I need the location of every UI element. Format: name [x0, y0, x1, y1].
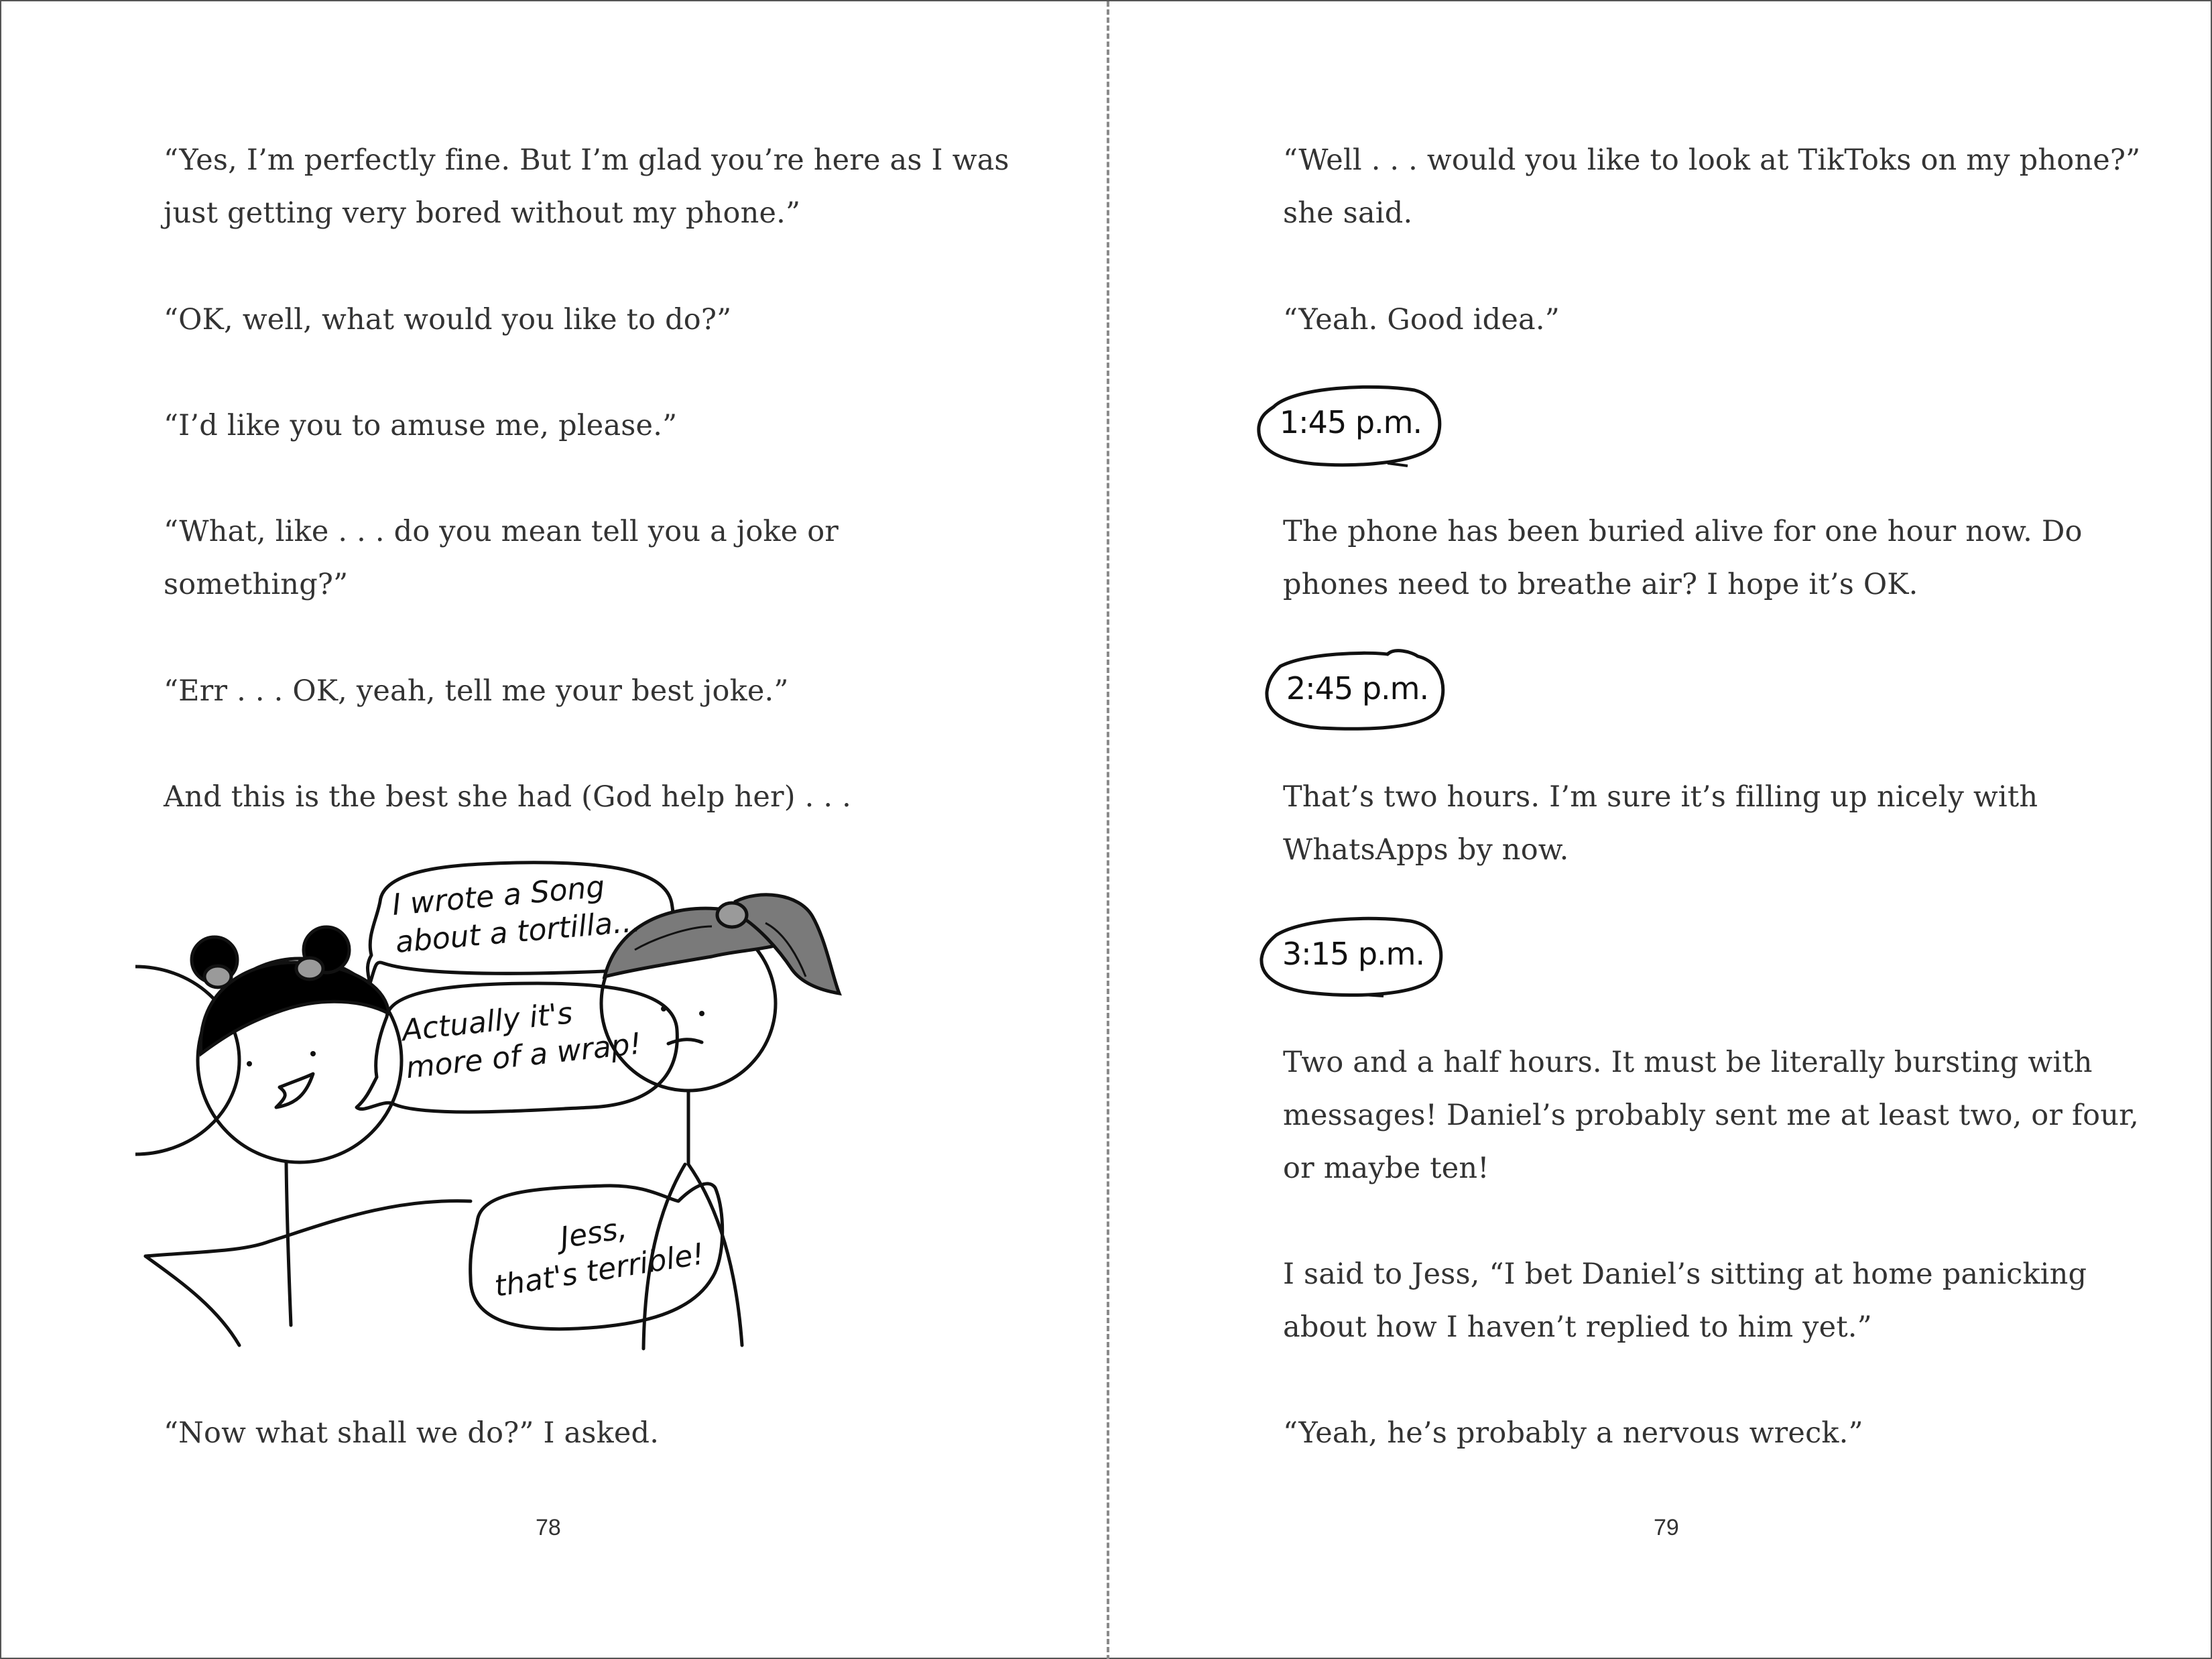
paragraph-line: something?”: [164, 568, 349, 601]
paragraph-line: “Now what shall we do?” I asked.: [164, 1416, 660, 1450]
page-number-left: 78: [536, 1515, 561, 1540]
jess-mouth: [276, 1074, 313, 1107]
paragraph-line: I said to Jess, “I bet Daniel’s sitting at home panicking: [1283, 1257, 2087, 1291]
friend-mouth: [668, 1040, 702, 1044]
jess-dress: [145, 1256, 239, 1345]
paragraph-line: “Well . . . would you like to look at TikToks on my phone?”: [1283, 143, 2141, 177]
time-label: 3:15 p.m.: [1282, 936, 1425, 972]
friend-hair: [605, 895, 839, 993]
paragraph-line: she said.: [1283, 196, 1413, 230]
illustration-joke: [135, 849, 940, 1365]
paragraph-line: “Err . . . OK, yeah, tell me your best joke.”: [164, 674, 789, 708]
time-label: 2:45 p.m.: [1286, 670, 1429, 706]
time-tag-1: [1253, 380, 1448, 471]
friend-eye-right: [699, 1011, 704, 1016]
paragraph-line: Two and a half hours. It must be literally bursting with: [1283, 1046, 2093, 1079]
paragraph-line: “Yeah. Good idea.”: [1283, 303, 1560, 336]
paragraph-line: “Yes, I’m perfectly fine. But I’m glad you’re here as I was: [164, 143, 1009, 177]
bubble-2-text: Actually it's more of a wrap!: [400, 996, 643, 1086]
bubble-1-text: I wrote a Song about a tortilla...: [390, 869, 642, 960]
jess-body: [286, 1162, 291, 1325]
friend-eye-left: [661, 1006, 666, 1011]
time-tag-2: [1260, 646, 1455, 737]
paragraph-line: or maybe ten!: [1283, 1152, 1489, 1185]
jess-hair: [192, 927, 389, 1054]
page-number-right: 79: [1654, 1515, 1679, 1540]
paragraph-line: WhatsApps by now.: [1283, 833, 1569, 867]
page-fold-divider: [1107, 1, 1109, 1659]
paragraph-line: phones need to breathe air? I hope it’s OK.: [1283, 568, 1918, 601]
time-label: 1:45 p.m.: [1279, 404, 1422, 440]
paragraph-line: “What, like . . . do you mean tell you a joke or: [164, 515, 839, 548]
jess-eye-right: [310, 1051, 316, 1056]
paragraph-line: That’s two hours. I’m sure it’s filling up nicely with: [1283, 780, 2038, 814]
paragraph-line: “OK, well, what would you like to do?”: [164, 303, 732, 336]
time-tag-3: [1256, 912, 1451, 1002]
paragraph-line: The phone has been buried alive for one hour now. Do: [1283, 515, 2083, 548]
paragraph-line: messages! Daniel’s probably sent me at least two, or four,: [1283, 1099, 2140, 1132]
jess-eye-left: [247, 1061, 252, 1066]
paragraph-line: just getting very bored without my phone.”: [164, 196, 801, 230]
jess-arm: [145, 1201, 471, 1256]
paragraph-line: And this is the best she had (God help her) . . .: [164, 780, 851, 814]
paragraph-line: about how I haven’t replied to him yet.”: [1283, 1310, 1872, 1344]
bubble-3-text: Jess, that's terrible!: [492, 1211, 707, 1304]
paragraph-line: “I’d like you to amuse me, please.”: [164, 409, 678, 442]
paragraph-line: “Yeah, he’s probably a nervous wreck.”: [1283, 1416, 1863, 1450]
